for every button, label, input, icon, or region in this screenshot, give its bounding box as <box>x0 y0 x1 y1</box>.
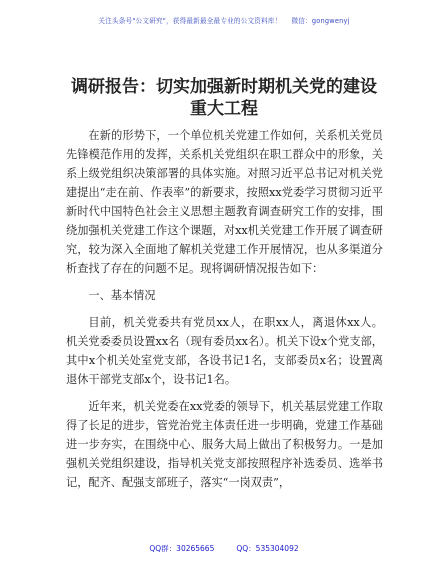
page-footer <box>0 543 448 554</box>
header-promo-text: 关注头条号"公文研究"，获得最新最全最专业的公文资料库！ <box>98 17 282 25</box>
body-paragraph: 目前，机关党委共有党员xx人，在职xx人，离退休xx人。机关党委委员设置xx名（现有委员xx名）。机关下设x个党支部，其中x个机关处室党支部，各设书记1名，支部委员x名；设置离退休干部党支部x个，设书记1名。 <box>66 316 383 386</box>
intro-paragraph: 在新的形势下，一个单位机关党建工作如何，关系机关党员先锋模范作用的发挥，关系机关党组织在职工群众中的形象，关系上级党组织决策部署的具体实施。对照习近平总书记对机关党建提出“走在前、作表率”的新要求，按照xx党委学习贯彻习近平新时代中国特色社会主义思想主题教育调查研究工作的安排，围绕加强机关党建工作这个课题，对xx机关党建工作开展了调查研究，较为深入全面地了解机关党建工作开展情况，也从多渠道分析查找了存在的问题不足。现将调研情况报告如下： <box>66 129 383 275</box>
header-banner <box>0 15 448 25</box>
document-body <box>66 126 383 492</box>
section-heading-basic-situation: 一、基本情况 <box>88 289 156 302</box>
document-title: 调研报告：切实加强新时期机关党的建设重大工程 <box>71 77 377 119</box>
body-paragraph: 近年来，机关党委在xx党委的领导下，机关基层党建工作取得了长足的进步，管党治党主体责任进一步明确，党建工作基础进一步夯实，在围绕中心、服务大局上做出了积极努力。一是加强机关党组织建设，指导机关党支部按照程序补选委员、选举书记，配齐、配强支部班子，落实“一岗双责”， <box>66 400 383 489</box>
footer-qq-group: QQ群：30265665 <box>149 544 215 553</box>
footer-qq: QQ：535304092 <box>236 544 299 553</box>
header-wechat-text: 微信：gongwenyj <box>291 17 350 25</box>
